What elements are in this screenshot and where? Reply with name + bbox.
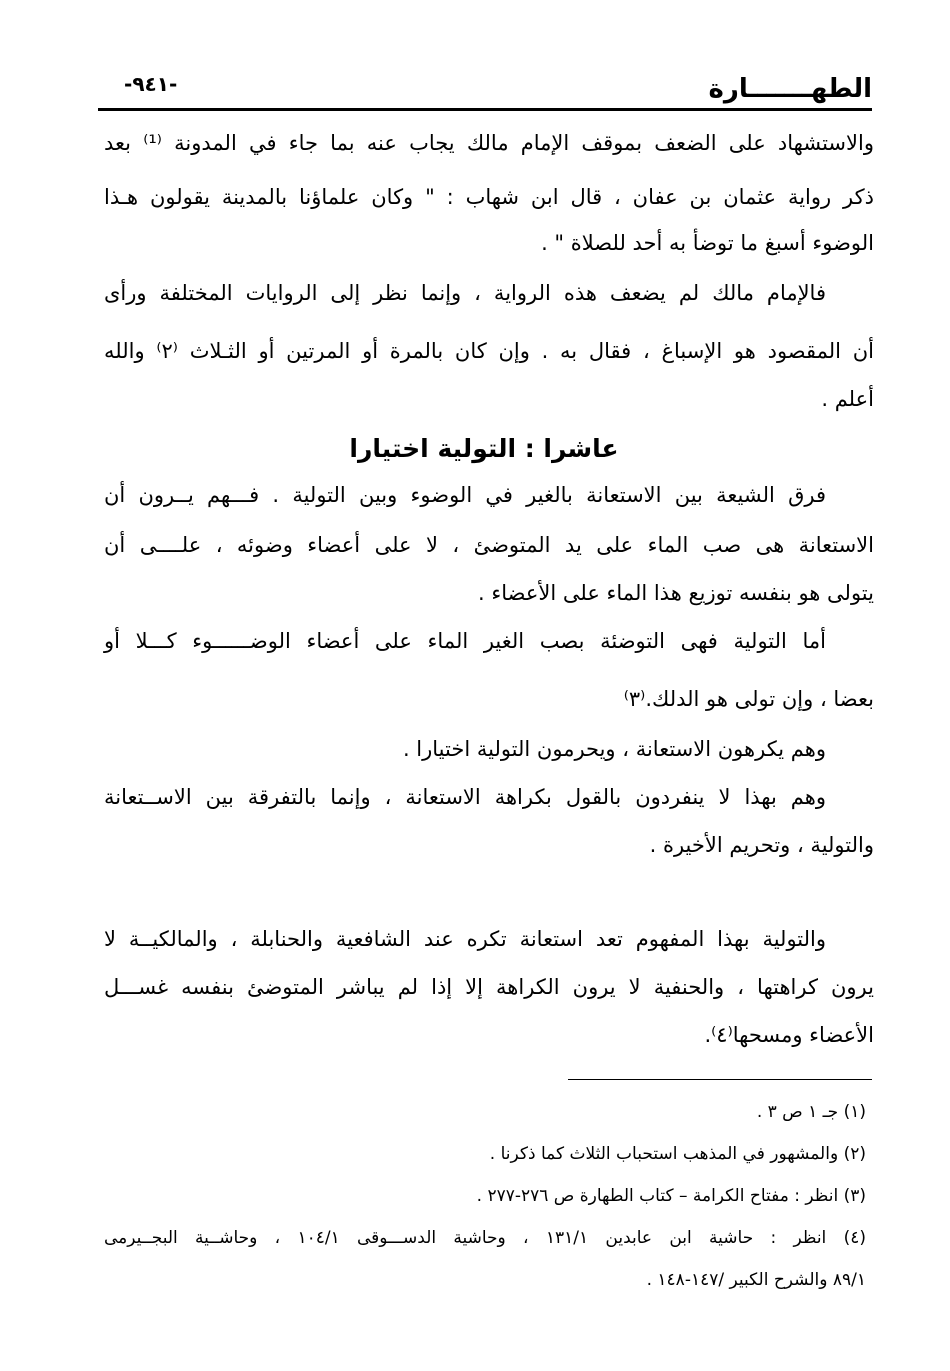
body-line: أن المقصود هو الإسباغ ، فقال به . وإن كان بالمرة أو المرتين أو الثـلاث ⁽٢⁾ والله xyxy=(104,339,875,363)
body-line: وهم يكرهون الاستعانة ، ويحرمون التولية اختيارا . xyxy=(402,737,826,761)
body-line: بعضا ، وإن تولى هو الدلك.⁽٣⁾ xyxy=(623,687,874,711)
body-line: والاستشهاد على الضعف بموقف الإمام مالك يجاب عنه بما جاء في المدونة ⁽¹⁾ بعد xyxy=(104,131,874,155)
body-line: أعلم . xyxy=(821,387,874,411)
footnote: ٨٩/١ والشرح الكبير /١٤٧-١٤٨ . xyxy=(646,1270,866,1290)
body-line: فرق الشيعة بين الاستعانة بالغير في الوضوء وبين التولية . فـــهم يــرون أن xyxy=(104,483,826,507)
footnote: (٢) والمشهور في المذهب استحباب الثلاث كما ذكرنا . xyxy=(489,1144,866,1164)
body-line: يرون كراهتها ، والحنفية لا يرون الكراهة إلا إذا لم يباشر المتوضئ بنفسه غســـل xyxy=(104,975,874,999)
page-number: -٩٤١- xyxy=(124,72,178,96)
body-line: الوضوء أسبغ ما توضأ به أحد للصلاة " . xyxy=(541,231,874,255)
body-line: والتولية ، وتحريم الأخيرة . xyxy=(649,833,874,857)
body-line: الاستعانة هى صب الماء على يد المتوضئ ، لا على أعضاء وضوئه ، علــــى أن xyxy=(104,533,874,557)
body-line: فالإمام مالك لم يضعف هذه الرواية ، وإنما نظر إلى الروايات المختلفة ورأى xyxy=(104,281,826,305)
body-line: والتولية بهذا المفهوم تعد استعانة تكره عند الشافعية والحنابلة ، والمالكيــة لا xyxy=(104,927,826,951)
footnote: (١) جـ ١ ص ٣ . xyxy=(756,1102,866,1122)
body-line: أما التولية فهى التوضئة بصب الغير الماء على أعضاء الوضــــــوء كـــلا أو xyxy=(104,629,826,653)
body-line: الأعضاء ومسحها⁽٤⁾. xyxy=(704,1023,874,1047)
body-line: ذكر رواية عثمان بن عفان ، قال ابن شهاب : " وكان علماؤنا بالمدينة يقولون هـذا xyxy=(104,185,874,209)
page-header xyxy=(98,66,872,111)
running-title: الطهـــــــارة xyxy=(708,74,872,104)
footnote: (٤) انظر : حاشية ابن عابدين ١٣١/١ ، وحاشية الدســـوقى ١٠٤/١ ، وحاشــية البجــيرمى xyxy=(104,1228,866,1248)
body-line: يتولى هو بنفسه توزيع هذا الماء على الأعضاء . xyxy=(478,581,874,605)
section-heading: عاشرا : التولية اختيارا xyxy=(349,434,619,463)
footnote: (٣) انظر : مفتاح الكرامة – كتاب الطهارة ص ٢٧٦-٢٧٧ . xyxy=(476,1186,866,1206)
footnote-separator xyxy=(568,1079,872,1080)
body-line: وهم بهذا لا ينفردون بالقول بكراهة الاستعانة ، وإنما بالتفرقة بين الاســتعانة xyxy=(104,785,826,809)
